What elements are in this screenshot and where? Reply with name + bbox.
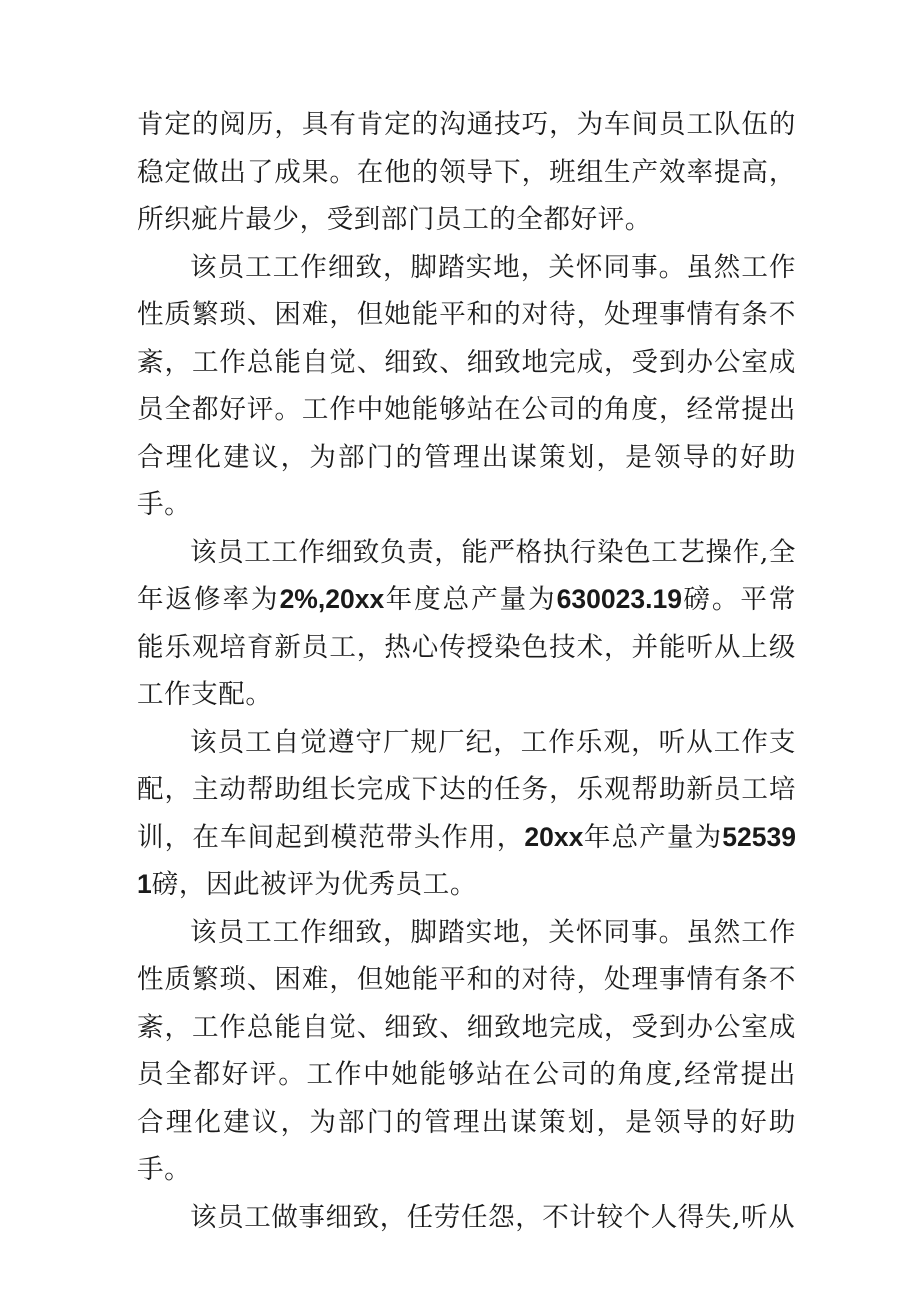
- paragraph: [137, 529, 796, 719]
- paragraph-text: 该员工工作细致，脚踏实地，关怀同事。虽然工作性质繁琐、困难，但她能平和的对待，处理事情有条不紊，工作总能自觉、细致、细致地完成，受到办公室成员全都好评。工作中她能够站在公司的角度，经常提出合理化建议，为部门的管理出谋策划，是领导的好助手。: [137, 251, 796, 520]
- paragraph: [137, 101, 796, 244]
- figure-text: 20xx: [524, 821, 584, 852]
- paragraph: [137, 719, 796, 909]
- paragraph: [137, 909, 796, 1194]
- figure-text: 2%,20xx: [279, 584, 385, 614]
- paragraph-text: 该员工工作细致，脚踏实地，关怀同事。虽然工作性质繁琐、困难，但她能平和的对待，处理事情有条不紊，工作总能自觉、细致、细致地完成，受到办公室成员全都好评。工作中她能够站在公司的角度,经常提出合理化建议，为部门的管理出谋策划，是领导的好助手。: [137, 916, 796, 1185]
- paragraph-text: 年总产量为: [583, 821, 723, 853]
- paragraph-text: 该员工工作细致负责，能严格执行染色工艺操作,全年返修率为: [137, 536, 796, 615]
- document-body: [137, 101, 796, 1241]
- paragraph: [137, 244, 796, 529]
- paragraph-text: 磅，因此被评为优秀员工。: [151, 869, 477, 900]
- paragraph-text: 肯定的阅历，具有肯定的沟通技巧，为车间员工队伍的稳定做出了成果。在他的领导下，班组生产效率提高，所织疵片最少，受到部门员工的全都好评。: [137, 109, 796, 235]
- figure-text: 630023.19: [556, 584, 682, 614]
- figure-text: 525391: [137, 821, 796, 899]
- paragraph-text: 年度总产量为: [384, 584, 557, 615]
- paragraph-text: 该员工做事细致，任劳任怨，不计较个人得失,听从: [190, 1201, 796, 1233]
- paragraph-text: 磅。平常能乐观培育新员工，热心传授染色技术，并能听从上级工作支配。: [137, 584, 796, 710]
- paragraph-text: 该员工自觉遵守厂规厂纪，工作乐观，听从工作支配，主动帮助组长完成下达的任务，乐观帮助新员工培训，在车间起到模范带头作用，: [137, 726, 796, 853]
- paragraph: [137, 1194, 796, 1242]
